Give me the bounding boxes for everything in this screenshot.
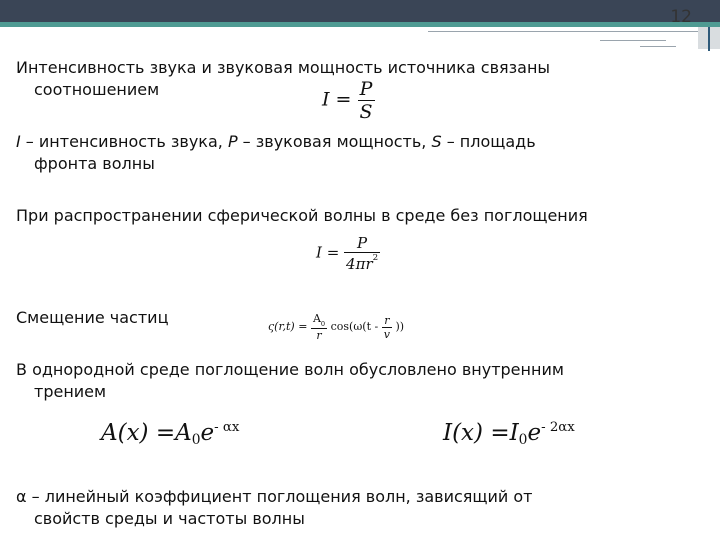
exponent-base: e	[527, 420, 542, 446]
paragraph-definitions	[16, 131, 706, 175]
formula-tail: ))	[395, 320, 405, 333]
decorative-line	[600, 40, 666, 41]
page-number: 12	[670, 7, 692, 27]
alpha-line-1: α – линейный коэффициент поглощения волн, зависящий от	[16, 487, 533, 506]
fraction-denominator	[344, 252, 380, 273]
formula-lhs: A(x) =A	[101, 420, 192, 446]
exponent-base: e	[200, 420, 215, 446]
denominator-main: 4πr	[346, 255, 373, 273]
absorption-line-1: В однородной среде поглощение волн обусловлено внутренним	[16, 360, 564, 379]
definition-i-text: – интенсивность звука,	[20, 132, 228, 151]
decorative-line	[640, 46, 676, 47]
formula-lhs: I =	[322, 88, 352, 111]
absorption-line-2: трением	[34, 382, 107, 401]
right-edge-line	[708, 27, 710, 51]
formula-intensity-decay	[443, 420, 575, 448]
exponent: - 2αx	[541, 420, 575, 435]
formula-amplitude-decay	[101, 420, 239, 448]
definition-p-text: – звуковая мощность,	[237, 132, 432, 151]
symbol-s: S	[431, 132, 442, 151]
intro-line-1: Интенсивность звука и звуковая мощность источника связаны	[16, 58, 551, 77]
fraction-numerator: P	[357, 234, 368, 252]
formula-intensity-power-area	[322, 78, 375, 123]
header-accent-stripe	[0, 22, 720, 27]
formula-lhs: I(x) =I	[443, 420, 519, 446]
fraction-denominator: S	[359, 101, 373, 123]
formula-lhs: I =	[316, 243, 340, 262]
fraction	[358, 78, 375, 123]
paragraph-spherical-wave	[16, 205, 706, 227]
fraction-amplitude	[311, 312, 327, 342]
subscript: 0	[518, 432, 528, 448]
spherical-text: При распространении сферической волны в среде без поглощения	[16, 206, 588, 225]
symbol-i: I	[16, 132, 21, 151]
formula-particle-displacement	[268, 312, 404, 342]
symbol-p: P	[227, 132, 238, 151]
exponent: - αx	[214, 420, 240, 435]
decorative-line	[428, 31, 698, 32]
exponent: 2	[372, 253, 379, 263]
fraction-numerator: r	[384, 313, 390, 327]
intro-line-2: соотношением	[34, 80, 160, 99]
fraction-phase	[382, 314, 392, 341]
fraction-numerator: $A_0$	[312, 312, 326, 328]
definition-s-text: – площадь	[441, 132, 536, 151]
paragraph-alpha	[16, 486, 706, 530]
alpha-line-2: свойств среды и частоты волны	[34, 509, 305, 528]
subscript: 0	[191, 432, 201, 448]
formula-spherical-intensity	[316, 234, 380, 273]
fraction-denominator: r	[311, 328, 327, 342]
formula-lhs: ς(r,t) =	[268, 320, 308, 333]
paragraph-absorption	[16, 359, 706, 403]
fraction	[344, 234, 380, 273]
fraction-numerator: P	[359, 78, 373, 100]
definition-line-2: фронта волны	[34, 154, 155, 173]
fraction-denominator: v	[383, 327, 390, 341]
displacement-text: Смещение частиц	[16, 308, 169, 327]
header-bar	[0, 0, 720, 22]
formula-cos: cos(ω(t -	[330, 320, 379, 333]
